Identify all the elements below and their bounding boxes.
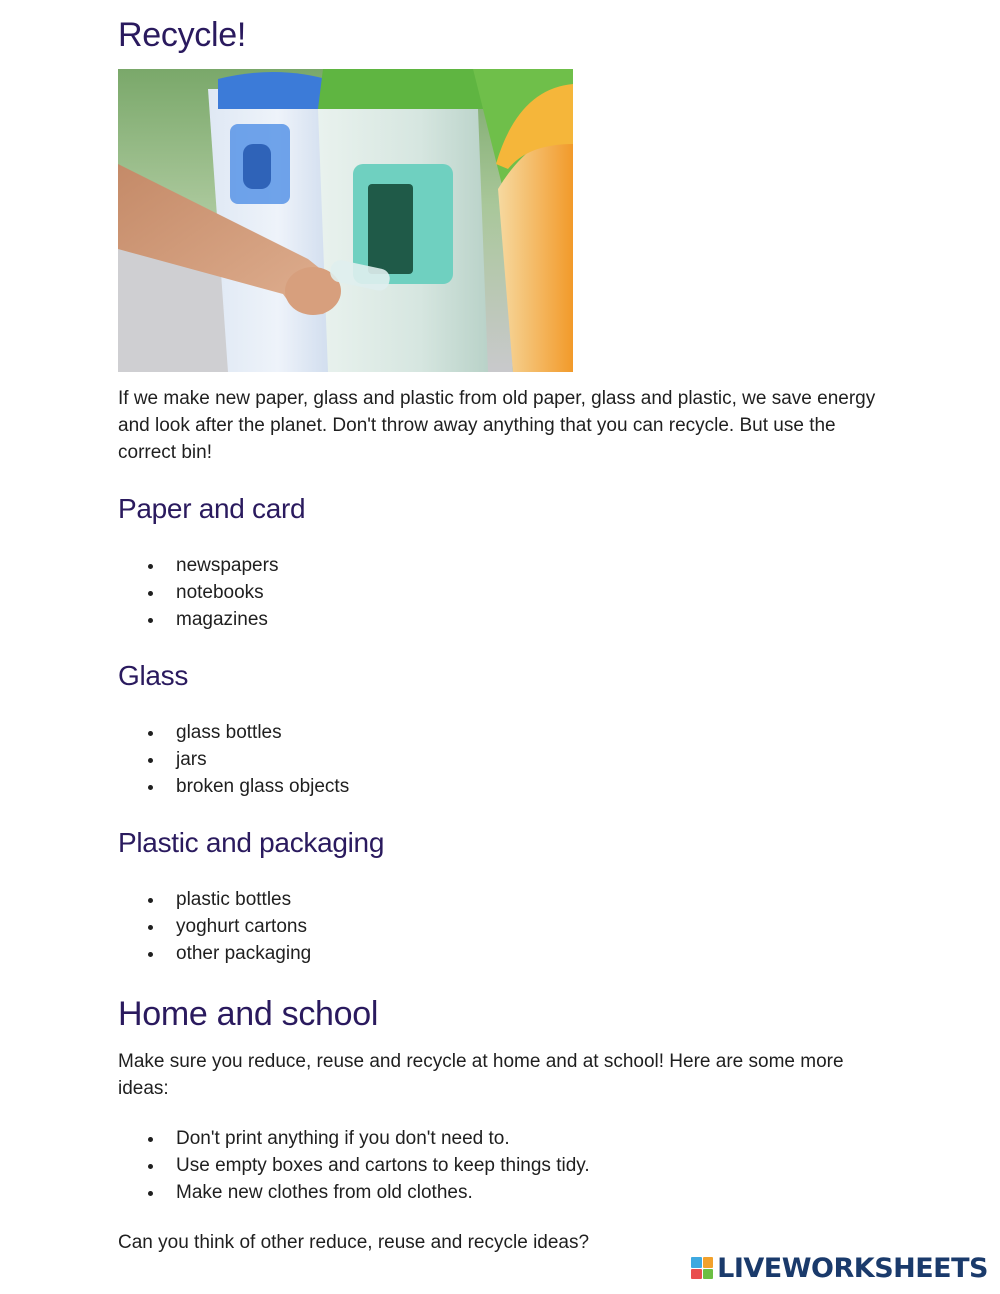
list-item: magazines [118, 606, 278, 633]
logo-text: LIVEWORKSHEETS [717, 1252, 988, 1284]
section-heading-plastic: Plastic and packaging [118, 827, 385, 858]
list-item: notebooks [118, 579, 278, 606]
logo-mark-icon [691, 1257, 713, 1279]
list-item: Don't print anything if you don't need to. [118, 1125, 590, 1152]
paper-list [118, 552, 278, 633]
home-intro-paragraph: Make sure you reduce, reuse and recycle at home and at school! Here are some more ideas: [118, 1051, 844, 1099]
glass-list [118, 719, 349, 800]
list-item: broken glass objects [118, 773, 349, 800]
list-item: glass bottles [118, 719, 349, 746]
liveworksheets-logo [691, 1252, 988, 1284]
page-title: Recycle! [118, 16, 246, 54]
list-item: jars [118, 746, 349, 773]
list-item: other packaging [118, 940, 311, 967]
intro-paragraph: If we make new paper, glass and plastic from old paper, glass and plastic, we save energy and look after the planet. Don't throw away anything that you can recycle. But use the correct bin! [118, 388, 876, 463]
recycling-bins-photo [118, 69, 573, 372]
section-heading-home: Home and school [118, 995, 379, 1033]
closing-question: Can you think of other reduce, reuse and recycle ideas? [118, 1232, 590, 1253]
section-heading-glass: Glass [118, 660, 189, 691]
ideas-list [118, 1125, 590, 1206]
list-item: newspapers [118, 552, 278, 579]
list-item: plastic bottles [118, 886, 311, 913]
plastic-list [118, 886, 311, 967]
list-item: Use empty boxes and cartons to keep things tidy. [118, 1152, 590, 1179]
section-heading-paper: Paper and card [118, 493, 306, 524]
list-item: Make new clothes from old clothes. [118, 1179, 590, 1206]
list-item: yoghurt cartons [118, 913, 311, 940]
